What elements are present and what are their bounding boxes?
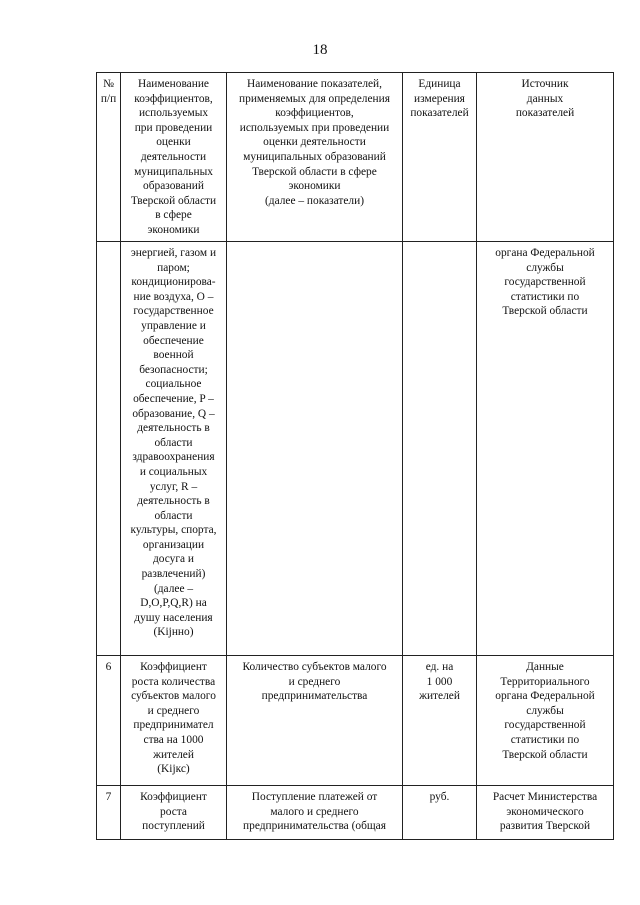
cell-text-line: экономического <box>506 805 584 818</box>
cell-text-line: деятельность в <box>137 495 210 508</box>
cell-text-line: предпринимател <box>133 719 214 732</box>
cell-text-line: данных <box>526 92 564 105</box>
cell-text-line: и среднего <box>147 704 200 717</box>
indicators-table <box>96 72 614 840</box>
cell-text-line: роста <box>160 805 187 818</box>
cell-text-line: (далее – показатели) <box>264 194 364 207</box>
row-indicator-name-cell <box>227 242 403 656</box>
cell-text-line: муниципальных <box>134 165 213 178</box>
cell-text-line: субъектов малого <box>131 690 216 703</box>
cell-text-line: используемых <box>138 107 209 120</box>
cell-text-line: и среднего <box>288 675 341 688</box>
cell-text-line: Тверской области <box>502 305 588 318</box>
cell-text-line: статистики по <box>510 290 580 303</box>
cell-text-line: (Kijкс) <box>157 763 190 776</box>
cell-text-line: используемых при проведении <box>239 121 390 134</box>
cell-text-line: социальное <box>145 378 202 391</box>
cell-text-line: государственное <box>133 305 214 318</box>
table-row <box>97 242 614 656</box>
cell-text-line: органа Федеральной <box>495 690 595 703</box>
page-number: 18 <box>312 42 328 58</box>
cell-text-line: управление и <box>141 319 206 332</box>
cell-text-line: области <box>154 509 193 522</box>
cell-text-line: безопасности; <box>139 363 208 376</box>
header-num-cell <box>97 73 121 242</box>
cell-text-line: кондиционирова- <box>131 276 216 289</box>
cell-text-line: 7 <box>105 791 112 803</box>
cell-text-line: предпринимательства (общая <box>243 820 386 833</box>
cell-text-line: службы <box>526 261 564 274</box>
cell-text-line: экономики <box>288 180 341 193</box>
cell-text-line: в сфере <box>155 209 192 222</box>
cell-text-line: роста количества <box>131 675 216 688</box>
cell-text-line: ед. на <box>425 661 454 673</box>
cell-text-line: государственной <box>504 276 586 289</box>
cell-text-line: малого и среднего <box>270 805 359 818</box>
cell-text-line: статистики по <box>510 733 580 746</box>
cell-text-line: предпринимательства <box>261 690 368 703</box>
header-source-cell <box>477 73 614 242</box>
row-unit-cell <box>403 656 477 786</box>
row-indicator-name-cell <box>227 656 403 786</box>
row-coef-name-cell <box>121 656 227 786</box>
cell-text-line: 6 <box>105 661 112 673</box>
cell-text-line: Коэффициент <box>140 661 207 673</box>
cell-text-line: оценки <box>156 136 191 149</box>
cell-text-line: культуры, спорта, <box>130 524 217 537</box>
row-num-cell <box>97 656 121 786</box>
cell-text-line: и социальных <box>139 465 208 478</box>
cell-text-line: организации <box>142 538 205 551</box>
cell-text-line: оценки деятельности <box>263 136 366 149</box>
cell-text-line: душу населения <box>134 611 213 624</box>
cell-text-line: 1 000 <box>426 675 453 688</box>
cell-text-line: Поступление платежей от <box>251 791 378 803</box>
cell-text-line: Источник <box>521 78 569 90</box>
cell-text-line: п/п <box>100 92 117 105</box>
table-row <box>97 656 614 786</box>
cell-text-line: военной <box>153 349 194 362</box>
cell-text-line: коэффициентов, <box>134 92 213 105</box>
cell-text-line: здравоохранения <box>132 451 215 464</box>
cell-text-line: жителей <box>153 748 194 761</box>
cell-text-line: Наименование показателей, <box>247 78 382 90</box>
cell-text-line: руб. <box>429 791 450 803</box>
row-num-cell <box>97 242 121 656</box>
row-indicator-name-cell <box>227 786 403 840</box>
cell-text-line: ства на 1000 <box>143 733 204 746</box>
row-unit-cell <box>403 242 477 656</box>
table-header-row <box>97 73 614 242</box>
cell-text-line: органа Федеральной <box>495 247 595 259</box>
row-source-cell <box>477 242 614 656</box>
cell-text-line: области <box>154 436 193 449</box>
cell-text-line: (далее – <box>153 582 194 595</box>
cell-text-line: (Kijнно) <box>153 626 194 639</box>
row-coef-name-cell <box>121 786 227 840</box>
row-source-cell <box>477 786 614 840</box>
cell-text-line: образований <box>143 180 204 193</box>
cell-text-line: услуг, R – <box>149 480 198 493</box>
cell-text-line: Тверской области <box>502 748 588 761</box>
cell-text-line: показателей <box>515 107 575 120</box>
cell-text-line: поступлений <box>142 820 205 833</box>
cell-text-line: Единица <box>418 78 461 90</box>
cell-text-line: № <box>103 78 114 90</box>
cell-text-line: Наименование <box>138 78 209 90</box>
cell-text-line: досуга и <box>152 553 195 566</box>
cell-text-line: государственной <box>504 719 586 732</box>
header-coef-name-cell <box>121 73 227 242</box>
cell-text-line: Данные <box>526 661 564 673</box>
cell-text-line: развития Тверской <box>499 820 591 833</box>
cell-text-line: обеспечение <box>143 334 204 347</box>
row-source-cell <box>477 656 614 786</box>
cell-text-line: Количество субъектов малого <box>242 661 387 673</box>
cell-text-line: измерения <box>414 92 465 105</box>
row-num-cell <box>97 786 121 840</box>
cell-text-line: паром; <box>157 261 190 274</box>
row-coef-name-cell <box>121 242 227 656</box>
cell-text-line: при проведении <box>134 121 213 134</box>
cell-text-line: энергией, газом и <box>130 247 217 259</box>
cell-text-line: применяемых для определения <box>239 92 390 105</box>
row-unit-cell <box>403 786 477 840</box>
cell-text-line: показателей <box>410 107 469 120</box>
cell-text-line: обеспечение, P – <box>133 392 214 405</box>
cell-text-line: экономики <box>147 223 200 236</box>
header-unit-cell <box>403 73 477 242</box>
cell-text-line: деятельность в <box>137 422 210 435</box>
table-row <box>97 786 614 840</box>
cell-text-line: службы <box>526 704 564 717</box>
cell-text-line: деятельности <box>140 150 207 163</box>
cell-text-line: образование, Q – <box>132 407 215 420</box>
cell-text-line: D,O,P,Q,R) на <box>140 597 207 610</box>
header-indicator-name-cell <box>227 73 403 242</box>
cell-text-line: Тверской области <box>130 194 217 207</box>
cell-text-line: муниципальных образований <box>243 150 386 163</box>
cell-text-line: жителей <box>419 690 460 703</box>
cell-text-line: Территориального <box>500 675 590 688</box>
cell-text-line: Тверской области в сфере <box>252 165 377 178</box>
cell-text-line: развлечений) <box>141 568 206 581</box>
cell-text-line: коэффициентов, <box>275 107 354 120</box>
cell-text-line: Коэффициент <box>140 791 207 803</box>
cell-text-line: ние воздуха, O – <box>133 290 214 303</box>
cell-text-line: Расчет Министерства <box>492 791 598 803</box>
